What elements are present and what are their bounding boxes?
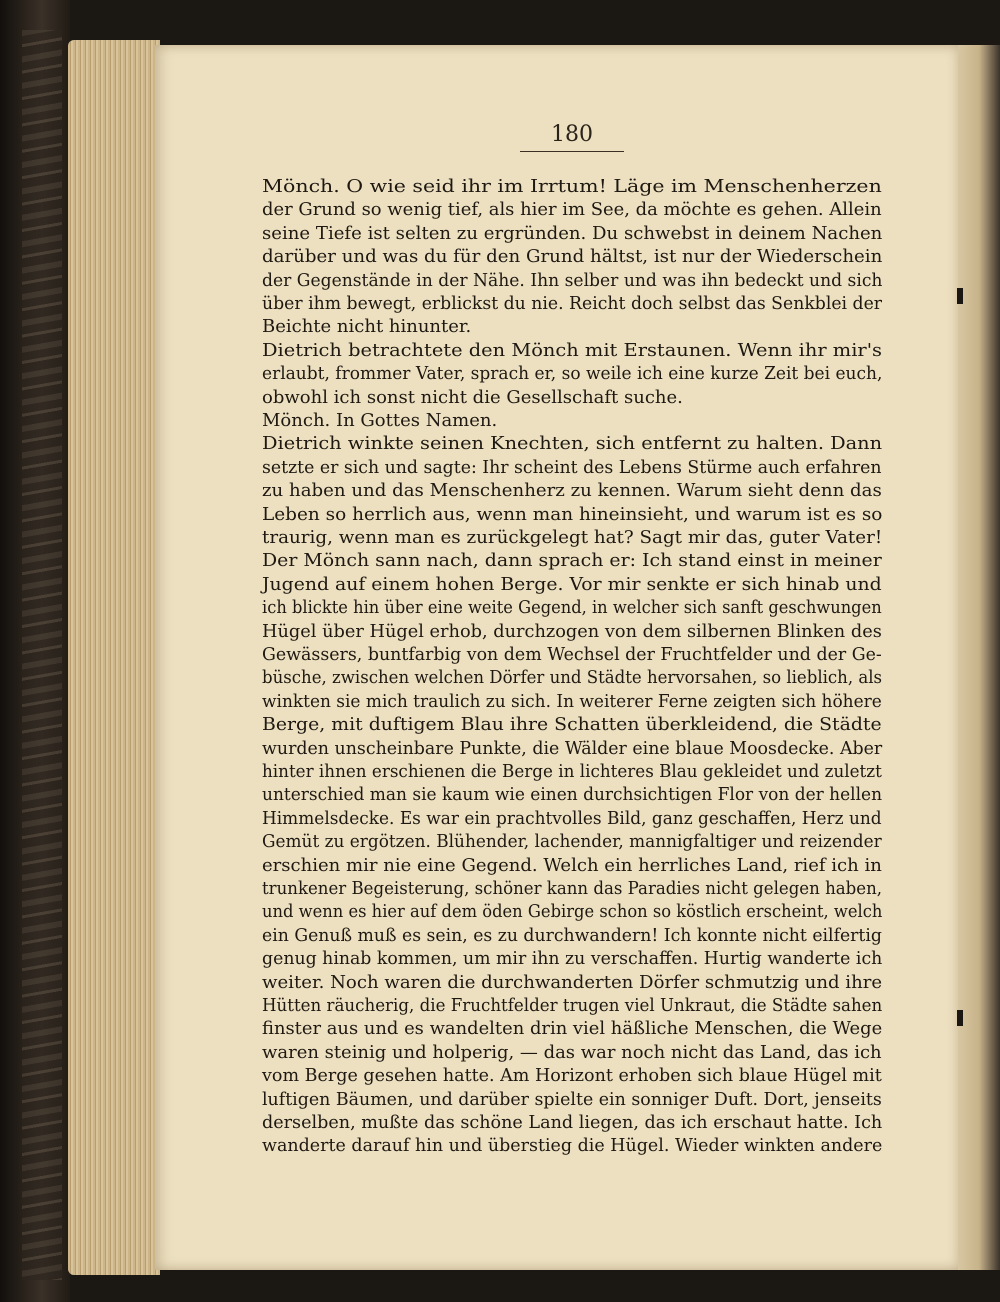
page-edge-mark <box>957 1010 963 1026</box>
text-line: der Gegenstände in der Nähe. Ihn selber und was ihn bedeckt und sich <box>262 269 883 291</box>
text-line: Der Mönch sann nach, dann sprach er: Ich stand einst in meiner <box>262 550 882 572</box>
text-line: winkten sie mich traulich zu sich. In weiterer Ferne zeigten sich höhere <box>262 690 882 712</box>
text-line: Mönch. In Gottes Namen. <box>262 410 498 431</box>
text-line: erschien mir nie eine Gegend. Welch ein herrliches Land, rief ich in <box>262 854 882 876</box>
text-line: Dietrich betrachtete den Mönch mit Erstaunen. Wenn ihr mir's <box>262 339 883 361</box>
book-cover-left <box>0 0 70 1302</box>
text-line: Mönch. O wie seid ihr im Irrtum! Läge im Menschenherzen <box>262 176 882 197</box>
text-line: hinter ihnen erschienen die Berge in lichteres Blau gekleidet und zuletzt <box>262 761 882 782</box>
text-line: waren steinig und holperig, — das war noch nicht das Land, das ich <box>262 1041 882 1063</box>
text-line: trunkener Begeisterung, schöner kann das Paradies nicht gelegen haben, <box>262 878 883 899</box>
text-line: darüber und was du für den Grund hältst, ist nur der Wiederschein <box>262 246 883 268</box>
text-line: Dietrich winkte seinen Knechten, sich entfernt zu halten. Dann <box>262 433 883 455</box>
body-text <box>262 176 882 1176</box>
text-line: Jugend auf einem hohen Berge. Vor mir senkte er sich hinab und <box>262 573 882 595</box>
text-line: genug hinab kommen, um mir ihn zu verschaffen. Hurtig wanderte ich <box>262 948 883 970</box>
text-line: Leben so herrlich aus, wenn man hineinsieht, und warum ist es so <box>262 503 883 525</box>
text-line: wurden unscheinbare Punkte, die Wälder eine blaue Moosdecke. Aber <box>262 737 883 759</box>
text-line: unterschied man sie kaum wie einen durchsichtigen Flor von der hellen <box>262 784 883 806</box>
page-edge-mark <box>957 288 963 304</box>
text-line: der Grund so wenig tief, als hier im See, da möchte es gehen. Allein <box>262 199 882 221</box>
text-line: derselben, mußte das schöne Land liegen, das ich erschaut hatte. Ich <box>262 1112 883 1133</box>
text-line: Gewässers, buntfarbig von dem Wechsel der Fruchtfelder und der Ge- <box>262 644 882 665</box>
facing-page-edge <box>958 45 1000 1270</box>
text-line: seine Tiefe ist selten zu ergründen. Du schwebst in deinem Nachen <box>262 222 883 244</box>
text-line: Himmelsdecke. Es war ein prachtvolles Bild, ganz geschaffen, Herz und <box>262 807 882 829</box>
text-line: zu haben und das Menschenherz zu kennen. Warum sieht denn das <box>262 480 882 502</box>
text-line: Beichte nicht hinunter. <box>262 316 472 338</box>
text-line: und wenn es hier auf dem öden Gebirge schon so köstlich erscheint, welch <box>262 901 883 923</box>
page-number: 180 <box>520 122 624 152</box>
text-line: weiter. Noch waren die durchwanderten Dörfer schmutzig und ihre <box>262 971 883 993</box>
text-line: setzte er sich und sagte: Ihr scheint des Lebens Stürme auch erfahren <box>262 456 882 478</box>
text-line: Gemüt zu ergötzen. Blühender, lachender, mannigfaltiger und reizender <box>262 831 882 853</box>
page-edges <box>68 40 160 1275</box>
text-line: Hütten räucherig, die Fruchtfelder trugen viel Unkraut, die Städte sahen <box>262 995 883 1016</box>
text-line: ein Genuß muß es sein, es zu durchwandern! Ich konnte nicht eilfertig <box>262 924 882 946</box>
text-line: Berge, mit duftigem Blau ihre Schatten überkleidend, die Städte <box>262 714 882 736</box>
text-line: über ihm bewegt, erblickst du nie. Reicht doch selbst das Senkblei der <box>262 293 883 314</box>
text-line: luftigen Bäumen, und darüber spielte ein sonniger Duft. Dort, jenseits <box>262 1088 882 1110</box>
text-line: büsche, zwischen welchen Dörfer und Städte hervorsahen, so lieblich, als <box>262 667 883 689</box>
text-line: vom Berge gesehen hatte. Am Horizont erhoben sich blaue Hügel mit <box>262 1065 882 1087</box>
text-line: traurig, wenn man es zurückgelegt hat? Sagt mir das, guter Vater! <box>262 527 883 548</box>
text-line: ich blickte hin über eine weite Gegend, in welcher sich sanft geschwungen <box>262 597 882 619</box>
text-line: Hügel über Hügel erhob, durchzogen von dem silbernen Blinken des <box>262 620 882 642</box>
text-line: finster aus und es wandelten drin viel häßliche Menschen, die Wege <box>262 1018 883 1040</box>
text-line: obwohl ich sonst nicht die Gesellschaft suche. <box>262 386 683 408</box>
text-line: erlaubt, frommer Vater, sprach er, so weile ich eine kurze Zeit bei euch, <box>262 363 883 385</box>
text-line: wanderte darauf hin und überstieg die Hügel. Wieder winkten andere <box>262 1135 883 1157</box>
